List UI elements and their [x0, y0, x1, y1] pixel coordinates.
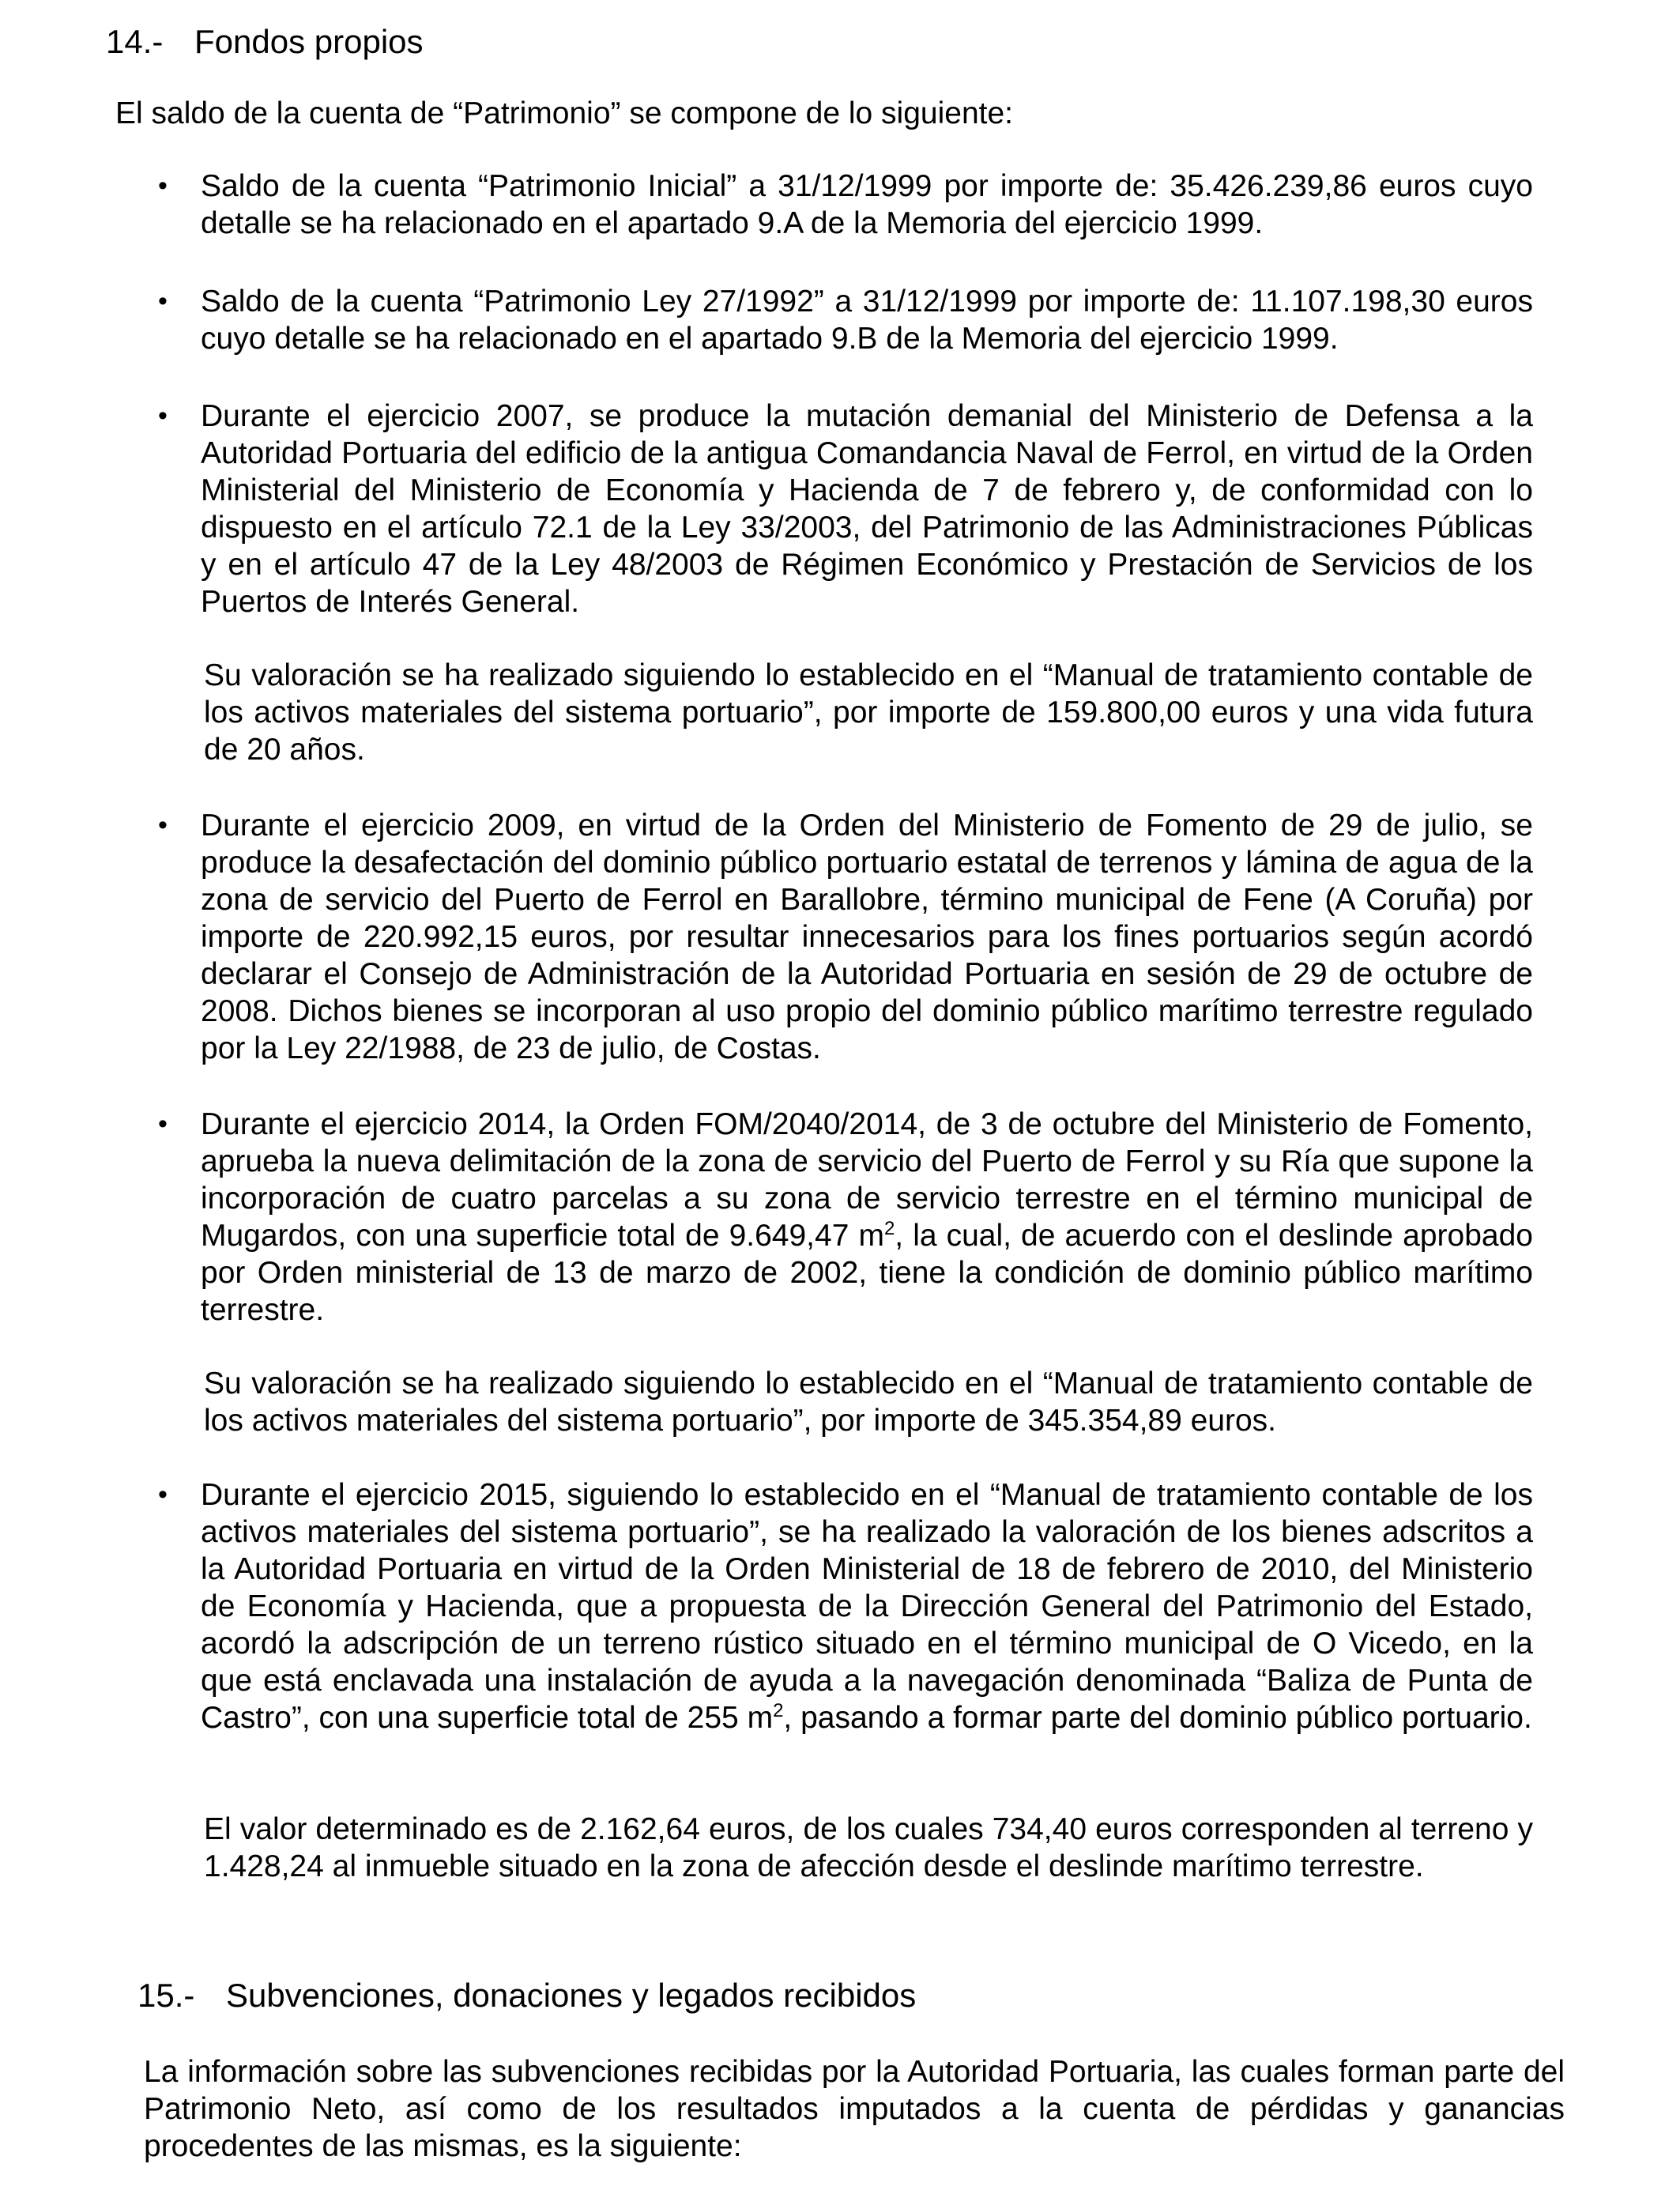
- bullet-text-3: Durante el ejercicio 2007, se produce la mutación demanial del Ministerio de Defensa a la Autoridad Portuaria del edificio de la antigua Comandancia Naval de Ferrol, en virtud de la Orden Ministerial del Ministerio de Economía y Hacienda de 7 de febrero y, de conformidad con lo dispuesto en el artículo 72.1 de la Ley 33/2003, del Patrimonio de las Administraciones Públicas y en el artículo 47 de la Ley 48/2003 de Régimen Económico y Prestación de Servicios de los Puertos de Interés General.: [201, 399, 1533, 619]
- bullet-text-5-after: , la cual, de acuerdo con el deslinde aprobado por Orden ministerial de 13 de marzo de 2002, tiene la condición de dominio público marítimo terrestre.: [201, 1219, 1533, 1327]
- bullet-dot-icon: •: [158, 286, 168, 316]
- section-15-intro: La información sobre las subvenciones recibidas por la Autoridad Portuaria, las cuales forman parte del Patrimonio Neto, así como de los resultados imputados a la cuenta de pérdidas y ganancias procedentes de las mismas, es la siguiente:: [144, 2055, 1565, 2163]
- bullet-dot-icon: •: [158, 401, 168, 431]
- bullet-text-6: [201, 1476, 1533, 1736]
- bullet-dot-icon: •: [158, 1480, 168, 1510]
- section-15-title: Subvenciones, donaciones y legados recibidos: [226, 1977, 917, 2014]
- bullet-text-5-before: Durante el ejercicio 2014, la Orden FOM/2040/2014, de 3 de octubre del Ministerio de Fomento, aprueba la nueva delimitación de la zona de servicio del Puerto de Ferrol y su Ría que supone la incorporación de cuatro parcelas a su zona de servicio terrestre en el término municipal de Mugardos, con una superficie total de 9.649,47 m: [201, 1107, 1533, 1253]
- bullet-text-6-before: Durante el ejercicio 2015, siguiendo lo establecido en el “Manual de tratamiento contable de los activos materiales del sistema portuario”, se ha realizado la valoración de los bienes adscritos a la Autoridad Portuaria en virtud de la Orden Ministerial de 18 de febrero de 2010, del Ministerio de Economía y Hacienda, que a propuesta de la Dirección General del Patrimonio del Estado, acordó la adscripción de un terreno rústico situado en el término municipal de O Vicedo, en la que está enclavada una instalación de ayuda a la navegación denominada “Baliza de Punta de Castro”, con una superficie total de 255 m: [201, 1478, 1533, 1735]
- bullet-text-4-body: Durante el ejercicio 2009, en virtud de la Orden del Ministerio de Fomento de 29 de julio, se produce la desafectación del dominio público portuario estatal de terrenos y lámina de agua de la zona de servicio del Puerto de Ferrol en Barallobre, término municipal de Fene (A Coruña) por importe de 220.992,15 euros, por resultar innecesarios para los fines portuarios según acordó declarar el Consejo de Administración de la Autoridad Portuaria en sesión de 29 de octubre de 2008. Dichos bienes se incorporan al uso propio del dominio público marítimo terrestre regulado por la Ley 22/1988, de 23 de julio, de Costas.: [201, 809, 1533, 1065]
- bullet-text-6-after: , pasando a formar parte del dominio público portuario.: [783, 1701, 1532, 1735]
- superscript-2: 2: [883, 1218, 895, 1239]
- bullet-3-followup: Su valoración se ha realizado siguiendo lo establecido en el “Manual de tratamiento contable de los activos materiales del sistema portuario”, por importe de 159.800,00 euros y una vida futura de 20 años.: [204, 658, 1533, 767]
- bullet-item-4: [158, 807, 1533, 1072]
- bullet-item-1: [158, 168, 1533, 243]
- bullet-5-followup: Su valoración se ha realizado siguiendo lo establecido en el “Manual de tratamiento contable de los activos materiales del sistema portuario”, por importe de 345.354,89 euros.: [204, 1367, 1533, 1438]
- section-14-number: 14.-: [106, 23, 164, 60]
- section-15-heading: [137, 1976, 917, 2015]
- bullet-item-5: [158, 1106, 1533, 1327]
- bullet-dot-icon: •: [158, 810, 168, 840]
- section-15-number: 15.-: [137, 1977, 195, 2014]
- bullet-item-6: [158, 1476, 1533, 1780]
- bullet-text-2: Saldo de la cuenta “Patrimonio Ley 27/1992” a 31/12/1999 por importe de: 11.107.198,30 euros cuyo detalle se ha relacionado en el apartado 9.B de la Memoria del ejercicio 1999.: [201, 285, 1533, 356]
- bullet-dot-icon: •: [158, 171, 168, 201]
- superscript-2: 2: [773, 1700, 784, 1721]
- section-14-heading: [106, 22, 424, 62]
- bullet-text-5: [201, 1106, 1533, 1329]
- bullet-text-4: [201, 807, 1533, 1067]
- bullet-item-2: [158, 283, 1533, 359]
- section-14-title: Fondos propios: [194, 23, 424, 60]
- bullet-item-3: [158, 398, 1533, 625]
- section-14-intro: El saldo de la cuenta de “Patrimonio” se compone de lo siguiente:: [115, 96, 1014, 130]
- bullet-6-followup: El valor determinado es de 2.162,64 euros, de los cuales 734,40 euros corresponden al terreno y 1.428,24 al inmueble situado en la zona de afección desde el deslinde marítimo terrestre.: [204, 1812, 1533, 1883]
- bullet-text-1: Saldo de la cuenta “Patrimonio Inicial” a 31/12/1999 por importe de: 35.426.239,86 euros cuyo detalle se ha relacionado en el apartado 9.A de la Memoria del ejercicio 1999.: [201, 169, 1533, 240]
- bullet-dot-icon: •: [158, 1109, 168, 1139]
